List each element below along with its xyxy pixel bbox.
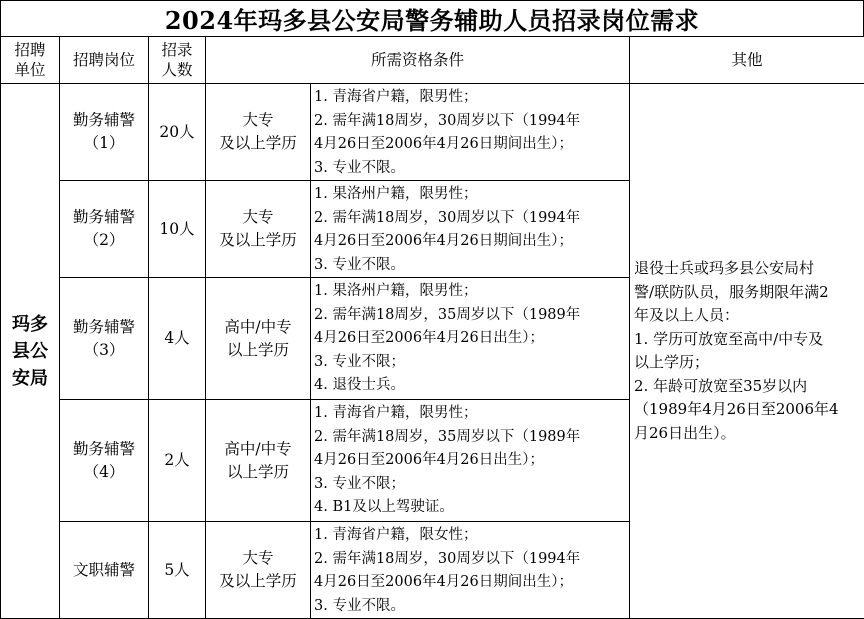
header-row: [1, 37, 864, 84]
requirements-cell: [311, 400, 630, 522]
education-line1: 大专: [206, 547, 310, 570]
education-cell: [206, 522, 311, 619]
requirements-cell: [311, 181, 630, 278]
position-number: （1）: [60, 132, 148, 155]
education-cell: [206, 181, 311, 278]
requirements-cell: [311, 278, 630, 400]
education-line1: 大专: [206, 206, 310, 229]
position-number: （3）: [60, 339, 148, 362]
education-cell: [206, 278, 311, 400]
requirement-line: 4月26日至2006年4月26日期间出生）；: [314, 133, 626, 157]
unit-cell: [1, 84, 60, 619]
count-cell: 2人: [149, 400, 206, 522]
requirements-cell: [311, 84, 630, 181]
count-cell: 10人: [149, 181, 206, 278]
header-count: 招录人数: [149, 37, 206, 84]
requirement-line: 4. 退役士兵。: [314, 374, 626, 398]
position-name: 勤务辅警: [60, 109, 148, 132]
position-cell: [60, 84, 149, 181]
position-number: （4）: [60, 461, 148, 484]
requirement-line: 3. 专业不限；: [314, 351, 626, 375]
education-line1: 大专: [206, 109, 310, 132]
requirement-line: 1. 果洛州户籍，限男性；: [314, 280, 626, 304]
requirement-line: 3. 专业不限。: [314, 254, 626, 278]
requirement-line: 4月26日至2006年4月26日出生）；: [314, 449, 626, 473]
recruitment-table: [0, 36, 864, 619]
position-name: 勤务辅警: [60, 316, 148, 339]
unit-name: 玛多县公安局: [8, 311, 52, 392]
requirement-line: 2. 需年满18周岁，30周岁以下（1994年: [314, 207, 626, 231]
other-line: 年及以上人员：: [634, 304, 860, 328]
education-line2: 及以上学历: [206, 229, 310, 252]
table-row: [1, 84, 864, 181]
requirement-line: 1. 青海省户籍，限男性；: [314, 402, 626, 426]
requirement-line: 4月26日至2006年4月26日期间出生）；: [314, 571, 626, 595]
header-position: 招聘岗位: [60, 37, 149, 84]
position-cell: [60, 181, 149, 278]
requirement-line: 2. 需年满18周岁，35周岁以下（1989年: [314, 426, 626, 450]
education-cell: [206, 400, 311, 522]
other-line: 月26日出生）。: [634, 422, 860, 446]
position-cell: [60, 278, 149, 400]
requirement-line: 1. 青海省户籍，限男性；: [314, 86, 626, 110]
education-line2: 以上学历: [206, 339, 310, 362]
position-name: 文职辅警: [60, 559, 148, 582]
requirements-cell: [311, 522, 630, 619]
count-cell: 4人: [149, 278, 206, 400]
education-line2: 及以上学历: [206, 570, 310, 593]
header-unit: 招聘单位: [1, 37, 60, 84]
other-line: 退役士兵或玛多县公安局村: [634, 257, 860, 281]
header-requirements: 所需资格条件: [206, 37, 630, 84]
education-line1: 高中/中专: [206, 316, 310, 339]
position-cell: [60, 522, 149, 619]
requirement-line: 4月26日至2006年4月26日期间出生）；: [314, 230, 626, 254]
requirement-line: 2. 需年满18周岁，30周岁以下（1994年: [314, 110, 626, 134]
page-title: 2024年玛多县公安局警务辅助人员招录岗位需求: [0, 0, 864, 36]
other-line: 以上学历；: [634, 351, 860, 375]
other-cell: [630, 84, 864, 619]
education-line1: 高中/中专: [206, 438, 310, 461]
position-number: （2）: [60, 229, 148, 252]
position-cell: [60, 400, 149, 522]
other-line: 2. 年龄可放宽至35岁以内: [634, 375, 860, 399]
other-line: 警/联防队员，服务期限年满2: [634, 281, 860, 305]
count-cell: 5人: [149, 522, 206, 619]
education-line2: 及以上学历: [206, 132, 310, 155]
header-other: 其他: [630, 37, 864, 84]
requirement-line: 3. 专业不限。: [314, 157, 626, 181]
other-line: 1. 学历可放宽至高中/中专及: [634, 328, 860, 352]
position-name: 勤务辅警: [60, 438, 148, 461]
count-cell: 20人: [149, 84, 206, 181]
education-cell: [206, 84, 311, 181]
requirement-line: 1. 青海省户籍，限女性；: [314, 524, 626, 548]
requirement-line: 1. 果洛州户籍，限男性；: [314, 183, 626, 207]
requirement-line: 4. B1及以上驾驶证。: [314, 496, 626, 520]
other-line: （1989年4月26日至2006年4: [634, 398, 860, 422]
education-line2: 以上学历: [206, 461, 310, 484]
requirement-line: 3. 专业不限；: [314, 473, 626, 497]
requirement-line: 3. 专业不限。: [314, 595, 626, 619]
other-text: [634, 445, 635, 446]
requirement-line: 2. 需年满18周岁，35周岁以下（1989年: [314, 304, 626, 328]
position-name: 勤务辅警: [60, 206, 148, 229]
requirement-line: 4月26日至2006年4月26日出生）；: [314, 327, 626, 351]
requirement-line: 2. 需年满18周岁，30周岁以下（1994年: [314, 548, 626, 572]
